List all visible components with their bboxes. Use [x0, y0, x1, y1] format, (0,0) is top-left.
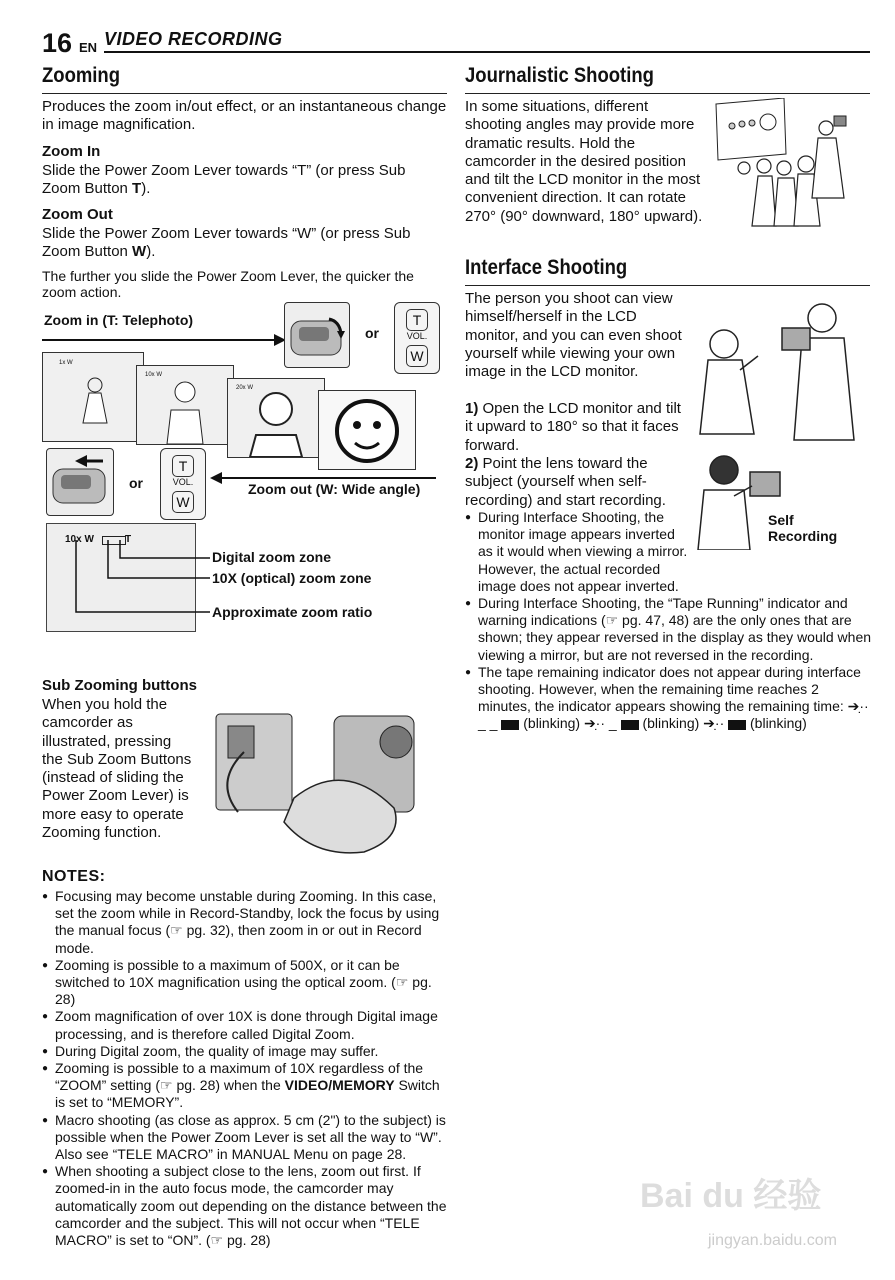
- page-number: 16: [42, 28, 73, 58]
- interface-intro: The person you shoot can view himself/herself in the LCD monitor, and you can even shoot yourself while viewing your own image in the LCD monitor.: [465, 290, 682, 381]
- t-button-label: T: [406, 309, 428, 331]
- watermark-brand: Bai du 经验: [640, 1177, 822, 1215]
- section-title: VIDEO RECORDING: [104, 29, 283, 49]
- note-item: ● When shooting a subject close to the lens, zoom out first. If zoomed-in in the auto focus mode, the camcorder may automatically zoom out depending on the distance between the camcorder and the subject. This will not occur when “TELE MACRO” is set to “ON”. (☞ pg. 28): [42, 1163, 450, 1249]
- zoom-out-text: Slide the Power Zoom Lever towards “W” (or press Sub Zoom Button W).: [42, 225, 411, 261]
- notes-title: NOTES:: [42, 868, 106, 885]
- header-rule: [104, 51, 870, 53]
- or-label-bottom: or: [129, 475, 143, 491]
- journalistic-title: Journalistic Shooting: [465, 64, 654, 87]
- t-button-label-2: T: [172, 455, 194, 477]
- zoom-in-arrow: [42, 332, 287, 348]
- note-item: ● Zoom magnification of over 10X is done through Digital image processing, and is therefore called Digital Zoom.: [42, 1008, 450, 1042]
- note-item: ● During Digital zoom, the quality of image may suffer.: [42, 1043, 450, 1060]
- w-button-label-2: W: [172, 491, 194, 513]
- or-label-top: or: [365, 325, 379, 341]
- journalistic-text: In some situations, different shooting angles may provide more dramatic results. Hold the camcorder in the desired position and tilt the LCD monitor in the most convenient direction. It can rotate 270° (90° downward, 180° upward).: [465, 98, 703, 225]
- zoom-indicator-t: T: [125, 534, 132, 545]
- vol-label: VOL.: [406, 331, 428, 341]
- interface-bullets: [465, 509, 873, 733]
- interface-step1: 1) Open the LCD monitor and tilt it upward to 180° so that it faces forward.: [465, 400, 681, 454]
- vol-label-2: VOL.: [172, 477, 194, 487]
- zoom-frame-max: [318, 390, 416, 470]
- self-recording-label: Self Recording: [768, 512, 838, 544]
- sub-zoom-buttons-bottom[interactable]: [160, 448, 206, 520]
- interface-step2: 2) Point the lens toward the subject (yourself when self-recording) and start recording.: [465, 455, 666, 509]
- zooming-intro: Produces the zoom in/out effect, or an instantaneous change in image magnification.: [42, 98, 447, 134]
- w-button-label: W: [406, 345, 428, 367]
- note-item: ● Focusing may become unstable during Zooming. In this case, set the zoom while in Record-Standby, lock the focus by using the manual focus (☞ pg. 32), then zoom in or out in Record mode.: [42, 888, 450, 957]
- zoom-in-heading: Zoom In: [42, 143, 101, 160]
- note-item: ● Macro shooting (as close as approx. 5 cm (2") to the subject) is possible when the Power Zoom Lever is set all the way to “W”. Also see “TELE MACRO” in MANUAL Menu on page 28.: [42, 1112, 450, 1164]
- sub-zoom-heading: Sub Zooming buttons: [42, 677, 197, 694]
- zoom-out-heading: Zoom Out: [42, 206, 113, 223]
- zoom-in-text: Slide the Power Zoom Lever towards “T” (or press Sub Zoom Button T).: [42, 162, 406, 198]
- language-tag: EN: [79, 40, 98, 55]
- sub-zoom-illustration: [214, 712, 416, 854]
- watermark-url: jingyan.baidu.com: [708, 1232, 837, 1249]
- zoom-indicator-text: 10x W: [65, 534, 94, 545]
- tape-icon-seq-1: ➔·̣· _ _: [478, 698, 869, 732]
- interface-bullet: ● The tape remaining indicator does not appear during interface shooting. However, when the remaining time reaches 2 minutes, the indicator appears showing the remaining time: ➔·̣· _ _ (blinking) ➔·̣· _ (blinking) ➔·̣· (blinking): [465, 664, 873, 733]
- journalistic-illustration: [714, 98, 864, 228]
- interface-title: Interface Shooting: [465, 256, 628, 279]
- digital-zone-label: Digital zoom zone: [212, 549, 331, 565]
- note-item: ● Zooming is possible to a maximum of 500X, or it can be switched to 10X magnification using the optical zoom. (☞ pg. 28): [42, 957, 450, 1009]
- notes-list: [42, 888, 450, 1249]
- journalistic-rule: [465, 93, 870, 94]
- interface-bullet: ● During Interface Shooting, the “Tape Running” indicator and warning indications (☞ pg. 47, 48) are the only ones that are shown; they appear reversed in the display as they would when viewing a mirror, but are not reversed in the recording.: [465, 595, 873, 664]
- note-item: ● Zooming is possible to a maximum of 10X regardless of the “ZOOM” setting (☞ pg. 28) when the VIDEO/MEMORY Switch is set to “MEMORY”.: [42, 1060, 450, 1112]
- zoom-frame-10x: 10x W: [136, 365, 234, 445]
- further-text: The further you slide the Power Zoom Lever, the quicker the zoom action.: [42, 268, 414, 300]
- zooming-title: Zooming: [42, 64, 121, 87]
- zooming-rule: [42, 93, 447, 94]
- zoom-out-label: Zoom out (W: Wide angle): [248, 481, 421, 497]
- tape-icon-seq-3: ➔·̣·: [703, 715, 746, 731]
- zoom-lever-w-image: [46, 448, 114, 516]
- zoom-in-label: Zoom in (T: Telephoto): [44, 312, 194, 328]
- interface-rule: [465, 285, 870, 286]
- interface-bullet: ● During Interface Shooting, the monitor image appears inverted as it would when viewing a mirror. However, the actual recorded image does not appear inverted.: [465, 509, 690, 595]
- zoom-frame-20x: 20x W: [227, 378, 325, 458]
- optical-zone-label: 10X (optical) zoom zone: [212, 570, 372, 586]
- zoom-lever-t-image: [284, 302, 350, 368]
- tape-icon-seq-2: ➔·̣· _: [584, 715, 639, 731]
- interface-illustration: [694, 294, 858, 442]
- zoom-indicator-leaders: [70, 538, 212, 618]
- sub-zoom-buttons-top[interactable]: [394, 302, 440, 374]
- sub-zoom-text: When you hold the camcorder as illustrated, pressing the Sub Zoom Buttons (instead of sliding the Power Zoom Lever) is more easy to operate Zooming function.: [42, 696, 192, 842]
- approx-ratio-label: Approximate zoom ratio: [212, 604, 373, 620]
- zoom-frame-1x: 1x W: [42, 352, 144, 442]
